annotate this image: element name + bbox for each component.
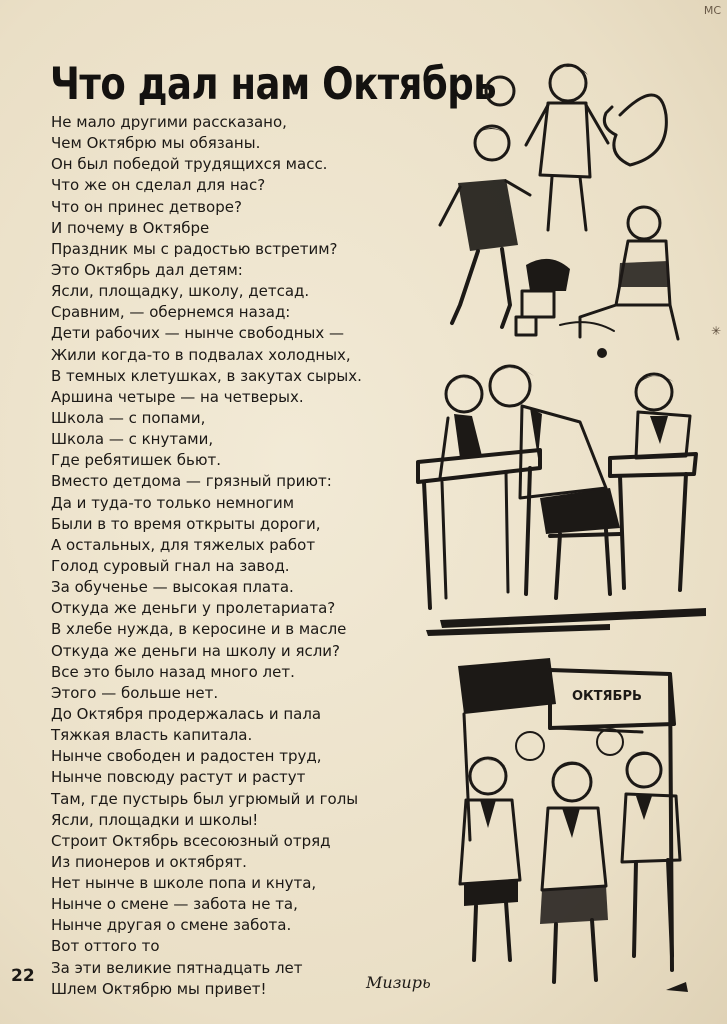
poem-line: Были в то время открыты дороги, xyxy=(51,514,321,533)
poem-line: Нынче о смене — забота не та, xyxy=(51,895,298,914)
poem-line: Там, где пустырь был угрюмый и голы xyxy=(51,789,359,808)
poem-line: Тяжкая власть капитала. xyxy=(51,726,253,745)
poem-line: Да и туда-то только немногим xyxy=(51,493,295,512)
corner-mark: МС xyxy=(703,4,721,17)
poem-line: Нынче повсюду растут и растут xyxy=(51,768,306,787)
edge-mark: ✳ xyxy=(710,324,721,338)
illustration-classroom xyxy=(410,358,706,642)
poem-body xyxy=(51,112,441,1000)
poem-line: В хлебе нужда, в керосине и в масле xyxy=(51,620,347,639)
poem-line: Жили когда-то в подвалах холодных, xyxy=(51,345,351,364)
poem-line: Что же он сделал для нас? xyxy=(51,176,266,195)
poem-line: Вместо детдома — грязный приют: xyxy=(51,472,332,491)
poem-line: И почему в Октябре xyxy=(51,218,210,237)
poem-line: Нет нынче в школе попа и кнута, xyxy=(51,874,317,893)
poem-line: Дети рабочих — нынче свободных — xyxy=(51,324,345,343)
poem-line: Этого — больше нет. xyxy=(51,683,219,702)
poem-line: За эти великие пятнадцать лет xyxy=(51,958,303,977)
poem-line: Голод суровый гнал на завод. xyxy=(51,556,290,575)
illustration-children-playing xyxy=(430,55,692,360)
poem-line: Все это было назад много лет. xyxy=(51,662,295,681)
author-signature: Мизирь xyxy=(366,973,431,992)
poem-title: Что дал нам Октябрь xyxy=(50,58,497,110)
poem-line: Нынче свободен и радостен труд, xyxy=(51,747,322,766)
poem-line: До Октября продержалась и пала xyxy=(51,704,322,723)
poem-line: Праздник мы с радостью встретим? xyxy=(51,239,338,258)
poem-line: Аршина четыре — на четверых. xyxy=(51,387,304,406)
poem-line: Сравним, — обернемся назад: xyxy=(51,303,291,322)
poem-line: Это Октябрь дал детям: xyxy=(51,260,243,279)
poem-line: Он был победой трудящихся масс. xyxy=(51,155,328,174)
poem-line: Нынче другая о смене забота. xyxy=(51,916,292,935)
poem-line: В темных клетушках, в закутах сырых. xyxy=(51,366,362,385)
poem-line: Где ребятишек бьют. xyxy=(51,451,222,470)
illustration-pioneers-banner xyxy=(430,640,705,995)
poem-line: Школа — с попами, xyxy=(51,408,206,427)
poem-line: Не мало другими рассказано, xyxy=(51,113,287,131)
poem-line: Школа — с кнутами, xyxy=(51,430,214,449)
poem-line: Чем Октябрю мы обязаны. xyxy=(51,134,261,153)
banner-label: ОКТЯБРЬ xyxy=(572,689,642,704)
poem-line: Откуда же деньги у пролетариата? xyxy=(51,599,336,618)
poem-line: Из пионеров и октябрят. xyxy=(51,852,247,871)
poem-line: Шлем Октябрю мы привет! xyxy=(51,979,267,998)
poem-line: Откуда же деньги на школу и ясли? xyxy=(51,641,341,660)
poem-line: За обученье — высокая плата. xyxy=(51,578,294,597)
poem-line: Строит Октябрь всесоюзный отряд xyxy=(51,831,331,850)
page-number: 22 xyxy=(11,966,35,986)
poem-line: Ясли, площадки и школы! xyxy=(51,810,259,829)
poem-line: Вот оттого то xyxy=(51,937,160,956)
poem-line: А остальных, для тяжелых работ xyxy=(51,535,316,554)
poem-line: Что он принес детворе? xyxy=(51,197,242,216)
poem-line: Ясли, площадку, школу, детсад. xyxy=(51,282,310,301)
